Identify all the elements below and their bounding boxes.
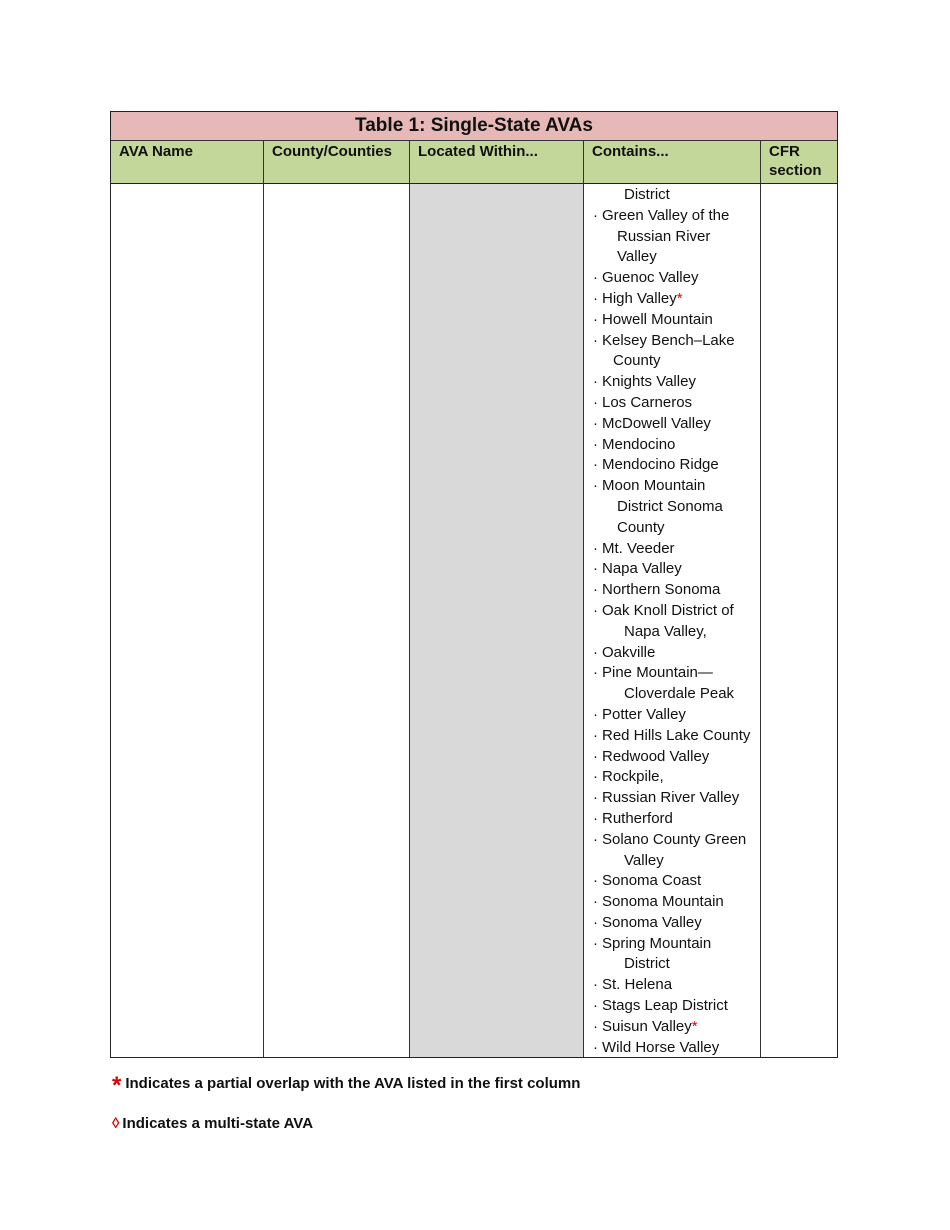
- header-located-within: Located Within...: [410, 141, 584, 183]
- list-item-text: Red Hills Lake County: [602, 726, 751, 744]
- bullet-icon: ·: [593, 934, 598, 952]
- list-item: [593, 892, 760, 913]
- list-item-text: Kelsey Bench–Lake: [602, 331, 735, 349]
- list-item: [593, 788, 760, 809]
- bullet-icon: ·: [593, 1038, 598, 1056]
- list-item-text: Potter Valley: [602, 705, 686, 723]
- list-item-text: Mendocino Ridge: [602, 456, 719, 474]
- bullet-icon: ·: [593, 581, 598, 599]
- list-item-text: Stags Leap District: [602, 997, 728, 1015]
- list-item-text: Cloverdale Peak: [624, 685, 735, 703]
- legend-partial-overlap: [112, 1072, 580, 1100]
- list-item: [593, 767, 760, 788]
- list-item-text: Northern Sonoma: [602, 581, 721, 599]
- table-title: Table 1: Single-State AVAs: [111, 112, 837, 141]
- bullet-icon: ·: [593, 373, 598, 391]
- list-item-text: Oakville: [602, 643, 656, 661]
- bullet-icon: ·: [593, 539, 598, 557]
- header-cfr-section: CFR section: [769, 143, 822, 179]
- bullet-icon: ·: [593, 705, 598, 723]
- list-item-text: District: [624, 955, 670, 973]
- list-item: [593, 539, 760, 560]
- legend-multistate-text: Indicates a multi-state AVA: [122, 1115, 314, 1132]
- list-item: [593, 643, 760, 664]
- list-item: [593, 268, 760, 289]
- bullet-icon: ·: [593, 893, 598, 911]
- list-item-text: McDowell Valley: [602, 414, 711, 432]
- list-item-text: Sonoma Valley: [602, 913, 702, 931]
- bullet-icon: ·: [593, 310, 598, 328]
- list-item-text: Rockpile,: [602, 768, 664, 786]
- list-item-text: Green Valley of the: [602, 206, 730, 224]
- list-item: [593, 435, 760, 456]
- list-item-text: Napa Valley,: [624, 622, 707, 640]
- list-item: [593, 975, 760, 996]
- list-item: [593, 393, 760, 414]
- partial-overlap-asterisk-icon: *: [676, 289, 683, 307]
- list-item: [593, 289, 760, 310]
- bullet-icon: ·: [593, 456, 598, 474]
- list-item-text: County: [613, 352, 661, 370]
- bullet-icon: ·: [593, 601, 598, 619]
- table-row: [111, 184, 837, 1057]
- list-item-text: District Sonoma: [617, 497, 723, 515]
- bullet-icon: ·: [593, 331, 598, 349]
- list-item: [593, 663, 760, 705]
- list-item: [593, 414, 760, 435]
- list-item-text: Sonoma Coast: [602, 872, 702, 890]
- list-item-text: Mendocino: [602, 435, 676, 453]
- list-item-text: High Valley: [602, 289, 677, 307]
- list-item-text: Valley: [624, 851, 664, 869]
- list-item-text: Wild Horse Valley: [602, 1038, 720, 1056]
- cell-ava-name: [111, 184, 264, 1057]
- bullet-icon: ·: [593, 414, 598, 432]
- list-item: [593, 476, 760, 538]
- list-item: [593, 1017, 760, 1038]
- header-contains: Contains...: [584, 141, 761, 183]
- bullet-icon: ·: [593, 560, 598, 578]
- list-item: [593, 830, 760, 872]
- list-item-text: Mt. Veeder: [602, 539, 675, 557]
- list-item-text: Guenoc Valley: [602, 269, 699, 287]
- list-item-text: Moon Mountain: [602, 477, 706, 495]
- bullet-icon: ·: [593, 643, 598, 661]
- list-item-text: Spring Mountain: [602, 934, 712, 952]
- list-item: [593, 934, 760, 976]
- partial-overlap-asterisk-icon: *: [691, 1017, 698, 1035]
- bullet-icon: ·: [593, 664, 598, 682]
- legend-multi-state: [112, 1115, 313, 1132]
- bullet-icon: ·: [593, 809, 598, 827]
- bullet-icon: ·: [593, 435, 598, 453]
- header-counties: County/Counties: [264, 141, 410, 183]
- legend-partial-text: Indicates a partial overlap with the AVA listed in the first column: [125, 1075, 581, 1092]
- list-item: [593, 705, 760, 726]
- bullet-icon: ·: [593, 872, 598, 890]
- list-item: [593, 206, 760, 268]
- list-item-text: Knights Valley: [602, 373, 696, 391]
- list-item-text: Rutherford: [602, 809, 673, 827]
- bullet-icon: ·: [593, 789, 598, 807]
- list-item: [593, 185, 760, 206]
- bullet-icon: ·: [593, 206, 598, 224]
- list-item-text: Napa Valley: [602, 560, 682, 578]
- list-item-text: Valley: [617, 248, 657, 266]
- bullet-icon: ·: [593, 913, 598, 931]
- list-item-text: Russian River: [617, 227, 711, 245]
- bullet-icon: ·: [593, 726, 598, 744]
- list-item: [593, 372, 760, 393]
- list-item-text: County: [617, 518, 665, 536]
- header-ava-name: AVA Name: [111, 141, 264, 183]
- list-item: [593, 996, 760, 1017]
- list-item: [593, 1038, 760, 1059]
- avas-table: [110, 111, 838, 1058]
- list-item: [593, 559, 760, 580]
- list-item-text: Pine Mountain—: [602, 664, 713, 682]
- list-item-text: District: [624, 186, 670, 203]
- bullet-icon: ·: [593, 289, 598, 307]
- diamond-icon: ◊: [112, 1115, 120, 1132]
- list-item-text: Solano County Green: [602, 830, 747, 848]
- bullet-icon: ·: [593, 269, 598, 287]
- bullet-icon: ·: [593, 768, 598, 786]
- list-item: [593, 913, 760, 934]
- list-item: [593, 747, 760, 768]
- contains-list: [584, 184, 761, 1057]
- bullet-icon: ·: [593, 830, 598, 848]
- cell-counties: [264, 184, 410, 1057]
- list-item-text: Howell Mountain: [602, 310, 713, 328]
- list-item: [593, 331, 760, 373]
- bullet-icon: ·: [593, 747, 598, 765]
- list-item-text: Los Carneros: [602, 393, 693, 411]
- list-item-text: Suisun Valley: [602, 1017, 692, 1035]
- list-item: [593, 809, 760, 830]
- list-item: [593, 310, 760, 331]
- bullet-icon: ·: [593, 477, 598, 495]
- cell-cfr-section: [761, 184, 837, 1057]
- list-item: [593, 726, 760, 747]
- list-item-text: Russian River Valley: [602, 789, 740, 807]
- bullet-icon: ·: [593, 1017, 598, 1035]
- cell-located-within: [410, 184, 584, 1057]
- list-item: [593, 601, 760, 643]
- table-header-row: [111, 141, 837, 184]
- list-item-text: Redwood Valley: [602, 747, 710, 765]
- list-item: [593, 455, 760, 476]
- bullet-icon: ·: [593, 997, 598, 1015]
- bullet-icon: ·: [593, 393, 598, 411]
- list-item: [593, 580, 760, 601]
- list-item-text: Sonoma Mountain: [602, 893, 724, 911]
- list-item-text: St. Helena: [602, 976, 673, 994]
- asterisk-icon: *: [112, 1072, 122, 1099]
- list-item: [593, 871, 760, 892]
- bullet-icon: ·: [593, 976, 598, 994]
- list-item-text: Oak Knoll District of: [602, 601, 734, 619]
